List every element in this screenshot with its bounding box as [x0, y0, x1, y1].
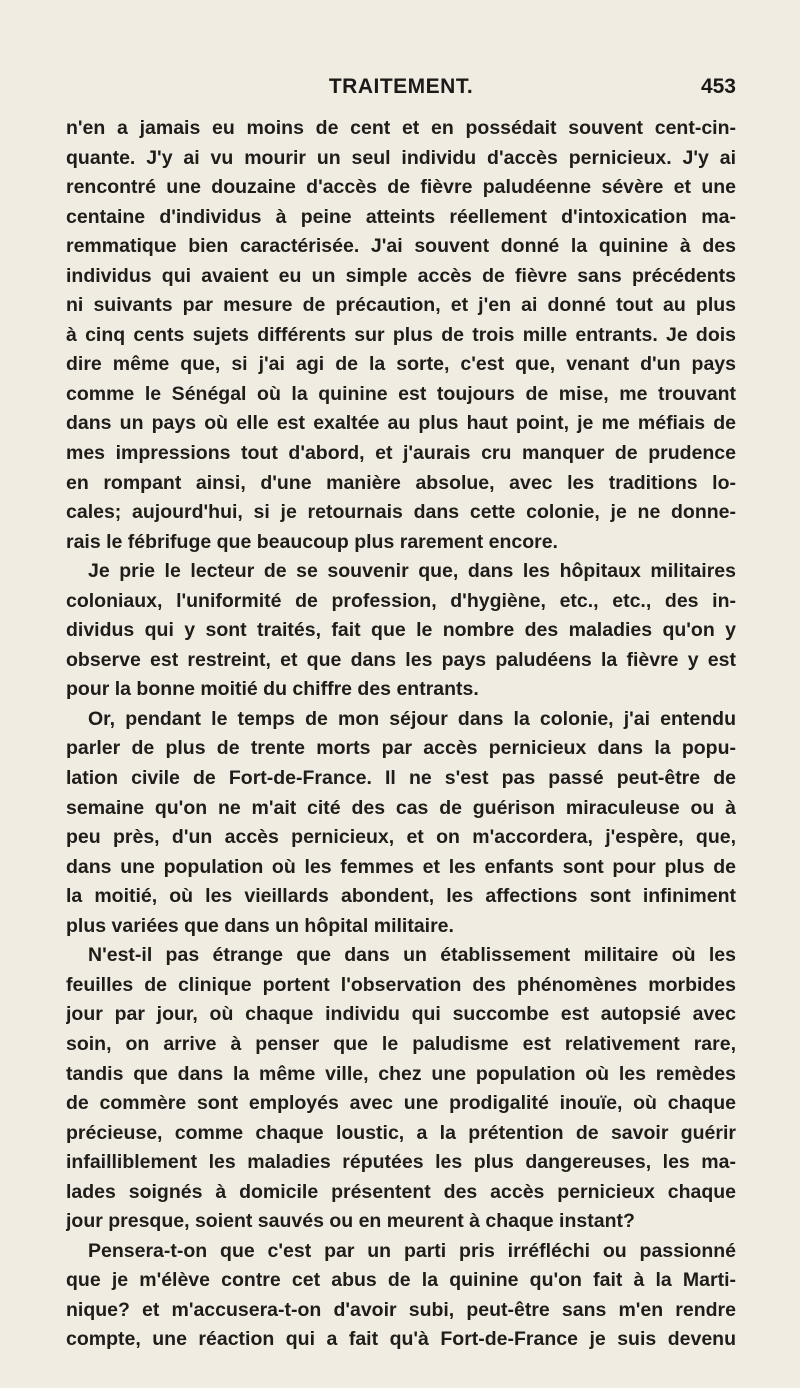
text-line: à cinq cents sujets différents sur plus de trois mille entrants. Je dois [66, 323, 736, 346]
text-line: précieuse, comme chaque loustic, a la prétention de savoir guérir [66, 1121, 736, 1144]
paragraph-end-line: jour presque, soient sauvés ou en meurent à chaque instant? [66, 1210, 635, 1233]
paragraph-start-line: Or, pendant le temps de mon séjour dans la colonie, j'ai entendu [88, 707, 736, 730]
text-line: lades soignés à domicile présentent des accès pernicieux chaque [66, 1180, 736, 1203]
text-line: coloniaux, l'uniformité de profession, d'hygiène, etc., etc., des in- [66, 589, 736, 612]
text-line: tandis que dans la même ville, chez une population où les remèdes [66, 1062, 736, 1085]
text-line: observe est restreint, et que dans les pays paludéens la fièvre y est [66, 648, 736, 671]
text-line: dire même que, si j'ai agi de la sorte, c'est que, venant d'un pays [66, 353, 736, 376]
text-line: individus qui avaient eu un simple accès de fièvre sans précédents [66, 264, 736, 287]
paragraph-start-line: N'est-il pas étrange que dans un établissement militaire où les [88, 944, 736, 967]
text-line: mes impressions tout d'abord, et j'aurais cru manquer de prudence [66, 442, 736, 465]
text-line: nique? et m'accusera-t-on d'avoir subi, peut-être sans m'en rendre [66, 1298, 736, 1321]
text-line: comme le Sénégal où la quinine est toujours de mise, me trouvant [66, 382, 736, 405]
text-line: ni suivants par mesure de précaution, et j'en ai donné tout au plus [66, 294, 736, 317]
text-line: lation civile de Fort-de-France. Il ne s'est pas passé peut-être de [66, 767, 736, 790]
text-line: dans un pays où elle est exaltée au plus haut point, je me méfiais de [66, 412, 736, 435]
text-line: rencontré une douzaine d'accès de fièvre paludéenne sévère et une [66, 176, 736, 199]
text-line: jour par jour, où chaque individu qui succombe est autopsié avec [66, 1003, 736, 1026]
body-text [66, 114, 736, 1355]
text-line: que je m'élève contre cet abus de la quinine qu'on fait à la Marti- [66, 1269, 736, 1292]
running-head [66, 74, 736, 100]
text-line: n'en a jamais eu moins de cent et en possédait souvent cent-cin- [66, 117, 736, 139]
paragraph-end-line: rais le fébrifuge que beaucoup plus rarement encore. [66, 530, 558, 553]
text-line: quante. J'y ai vu mourir un seul individu d'accès pernicieux. J'y ai [66, 146, 736, 169]
text-line: parler de plus de trente morts par accès pernicieux dans la popu- [66, 737, 736, 760]
chapter-title: TRAITEMENT. [328, 75, 474, 98]
paragraph-start-line: Je prie le lecteur de se souvenir que, dans les hôpitaux militaires [88, 560, 736, 583]
text-line: semaine qu'on ne m'ait cité des cas de guérison miraculeuse ou à [66, 796, 736, 819]
text-line: de commère sont employés avec une prodigalité inouïe, où chaque [66, 1092, 736, 1115]
text-line: compte, une réaction qui a fait qu'à Fort-de-France je suis devenu [66, 1328, 736, 1351]
text-line: dividus qui y sont traités, fait que le nombre des maladies qu'on y [66, 619, 736, 642]
text-line: soin, on arrive à penser que le paludisme est relativement rare, [66, 1032, 736, 1055]
paragraph-end-line: plus variées que dans un hôpital militaire. [66, 914, 454, 937]
text-line: en rompant ainsi, d'une manière absolue, avec les traditions lo- [66, 471, 736, 494]
page-number: 453 [700, 75, 736, 98]
text-line: infailliblement les maladies réputées les plus dangereuses, les ma- [66, 1151, 736, 1174]
text-line: feuilles de clinique portent l'observation des phénomènes morbides [66, 973, 736, 996]
paragraph-end-line: pour la bonne moitié du chiffre des entrants. [66, 678, 479, 701]
text-line: centaine d'individus à peine atteints réellement d'intoxication ma- [66, 205, 736, 228]
text-line: peu près, d'un accès pernicieux, et on m'accordera, j'espère, que, [66, 826, 736, 849]
text-line: remmatique bien caractérisée. J'ai souvent donné la quinine à des [66, 235, 736, 258]
text-line: cales; aujourd'hui, si je retournais dans cette colonie, je ne donne- [66, 501, 736, 524]
text-line: dans une population où les femmes et les enfants sont pour plus de [66, 855, 736, 878]
text-line: la moitié, où les vieillards abondent, les affections sont infiniment [66, 885, 736, 908]
paragraph-start-line: Pensera-t-on que c'est par un parti pris irréfléchi ou passionné [88, 1239, 736, 1262]
